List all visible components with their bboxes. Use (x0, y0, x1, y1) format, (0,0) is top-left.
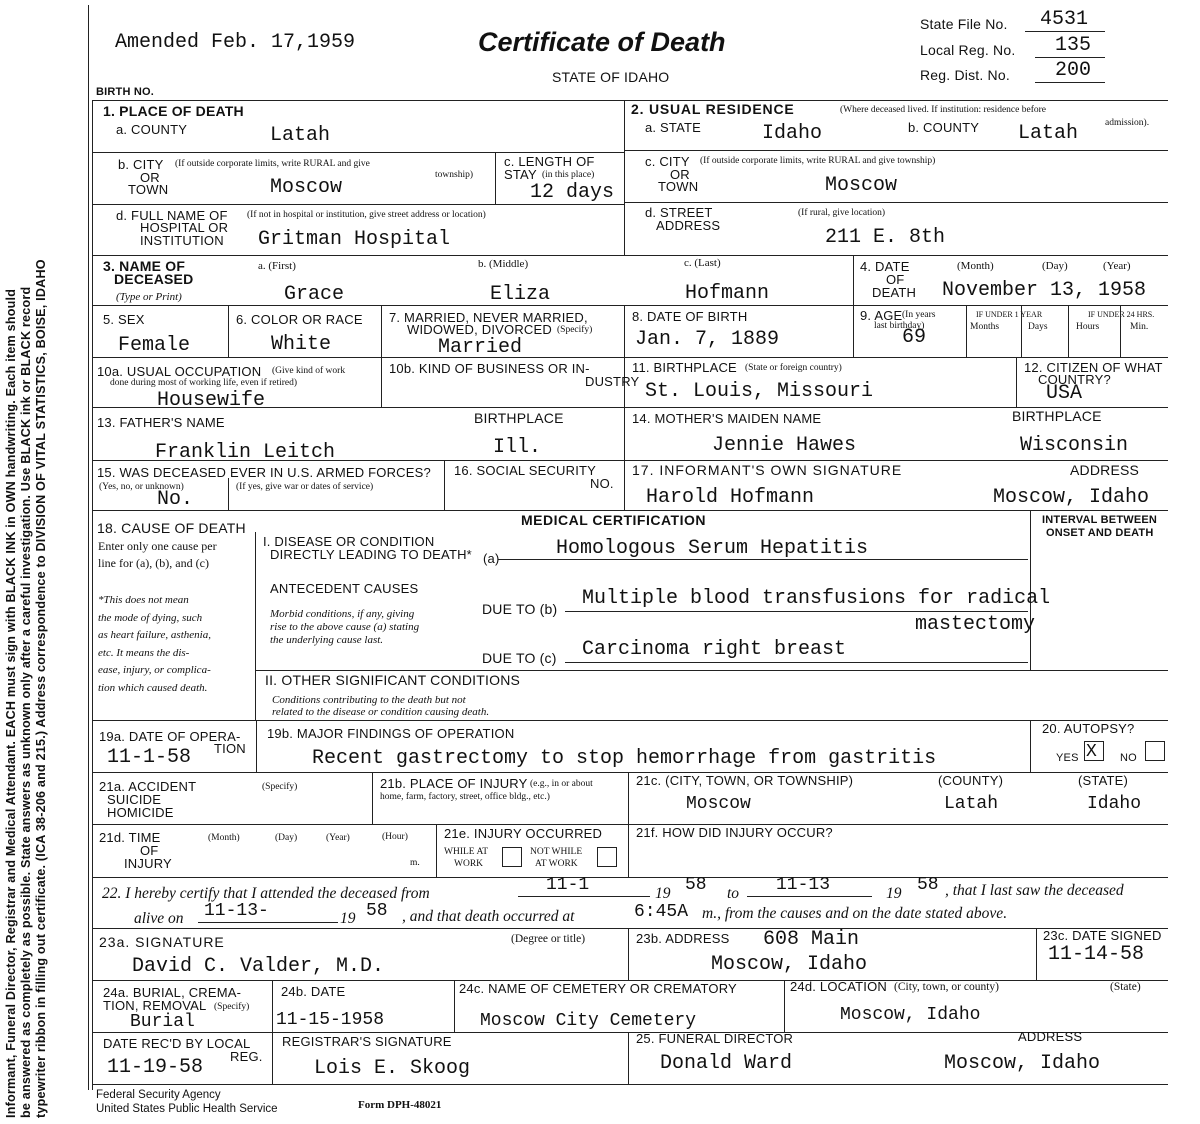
name-label2: DECEASED (114, 271, 194, 287)
injury-state-label: (STATE) (1078, 773, 1129, 788)
birth-date-label: 8. DATE OF BIRTH (632, 309, 748, 324)
pod-hospital-label3: INSTITUTION (140, 233, 224, 248)
pod-stay-label: STAY (504, 167, 537, 182)
first-name-value: Grace (284, 283, 345, 306)
antecedent-hint-line: Morbid conditions, if any, giving (270, 608, 415, 620)
certify-text1: 22. I hereby certify that I attended the deceased from (102, 885, 430, 902)
res-street-label2: ADDRESS (656, 218, 721, 233)
rule-other (255, 670, 1168, 671)
homicide-label: HOMICIDE (107, 805, 174, 820)
op-date-value: 11-1-58 (107, 746, 192, 769)
certify-yr-prefix2: 19 (886, 885, 902, 902)
pod-or-label: OR (140, 170, 160, 185)
pod-city-hint2: township) (435, 170, 473, 180)
informant-label: 17. INFORMANT'S OWN SIGNATURE (632, 462, 903, 478)
pod-hospital-label2: HOSPITAL OR (140, 220, 229, 235)
name-label: 3. NAME OF (103, 258, 186, 274)
star-note-line: ease, injury, or complica- (98, 664, 211, 676)
address-label: 23b. ADDRESS (636, 931, 730, 946)
star-note-line: as heart failure, asthenia, (98, 629, 211, 641)
rule-19 (92, 720, 1168, 721)
cemetery-label: 24c. NAME OF CEMETERY OR CREMATORY (459, 981, 737, 996)
burial-value: Burial (130, 1012, 195, 1032)
armed-hint: (Yes, no, or unknown) (99, 482, 184, 492)
certify-text4: m., from the causes and on the date stated above. (702, 905, 1008, 922)
funeral-address-label: ADDRESS (1018, 1029, 1083, 1044)
antecedent-hint (270, 608, 419, 647)
time-label: 21d. TIME (99, 830, 161, 845)
line-cause-a (498, 559, 1028, 560)
local-reg-underline (1035, 57, 1105, 58)
occurred-label: 21e. INJURY OCCURRED (444, 826, 603, 841)
footer-agency2: United States Public Health Service (96, 1103, 278, 1115)
rule-15-sub (228, 478, 229, 510)
father-label: 13. FATHER'S NAME (97, 415, 225, 430)
middle-label: b. (Middle) (478, 258, 529, 270)
sex-label: 5. SEX (103, 312, 145, 327)
rule-22 (92, 877, 1168, 878)
first-label: a. (First) (258, 260, 296, 272)
race-label: 6. COLOR OR RACE (236, 312, 363, 327)
autopsy-no-checkbox[interactable] (1145, 741, 1165, 761)
injury-city-value: Moscow (686, 794, 751, 814)
name-hint: (Type or Print) (116, 291, 182, 303)
autopsy-label: 20. AUTOPSY? (1042, 721, 1135, 736)
last-label: c. (Last) (684, 257, 721, 269)
rule-age-3 (1068, 305, 1069, 357)
rule-top (92, 100, 1168, 101)
hours-label: Hours (1076, 322, 1100, 332)
certify-from-year: 58 (685, 875, 707, 895)
rule-age-1 (966, 305, 967, 357)
burial-date-label: 24b. DATE (281, 984, 346, 999)
other-hint2: related to the disease or condition causing death. (272, 706, 490, 718)
time-m-label: m. (410, 858, 420, 868)
side-line-2: be answered as completely as possible. State answers as unknown only after a careful investigation. Use BLACK ink or BLACK record (19, 286, 33, 1118)
interval-label: INTERVAL BETWEEN (1042, 514, 1158, 526)
local-reg-value: 135 (1055, 34, 1092, 57)
under24-label: IF UNDER 24 HRS. (1088, 310, 1155, 319)
disease-label: I. DISEASE OR CONDITION (263, 534, 435, 549)
injury-state-value: Idaho (1087, 794, 1142, 814)
burial-specify: (Specify) (214, 1002, 250, 1012)
rule-23b-23c (1036, 928, 1037, 980)
date-recd-label2: REG. (230, 1049, 263, 1064)
age-hint2: last birthday) (874, 321, 925, 331)
residence-heading: 2. USUAL RESIDENCE (631, 101, 795, 117)
star-note (98, 592, 211, 697)
certify-alive-date: 11-13- (204, 901, 269, 921)
certify-to-year: 58 (917, 875, 939, 895)
date-signed-value: 11-14-58 (1048, 943, 1145, 966)
certify-from: 11-1 (546, 875, 590, 895)
cause-hint1: Enter only one cause per (98, 539, 217, 553)
rule-6-7 (381, 305, 382, 407)
rule-age-4 (1120, 305, 1121, 357)
footer-form: Form DPH-48021 (358, 1099, 442, 1111)
registrar-sig-label: REGISTRAR'S SIGNATURE (282, 1034, 452, 1049)
while-at-label: WHILE AT (444, 847, 489, 857)
state-file-label: State File No. (920, 16, 1008, 32)
side-instructions (4, 8, 49, 1118)
dod-day-label: (Day) (1042, 260, 1068, 272)
rule-1a (92, 152, 624, 153)
pod-city-hint: (If outside corporate limits, write RURAL and give (175, 159, 370, 169)
cause-hint2: line for (a), (b), and (c) (98, 556, 209, 570)
at-work-label: AT WORK (535, 859, 578, 869)
footer-agency: Federal Security Agency (96, 1089, 221, 1101)
pod-town-label: TOWN (128, 182, 169, 197)
rule-2a (624, 150, 1168, 151)
rule-24c-24d (784, 980, 785, 1032)
last-name-value: Hofmann (685, 282, 770, 305)
date-recd-value: 11-19-58 (107, 1056, 204, 1079)
state-heading: STATE OF IDAHO (552, 69, 670, 85)
findings-value: Recent gastrectomy to stop hemorrhage from gastritis (312, 747, 937, 770)
rule-15 (92, 460, 1168, 461)
line-alive-date (198, 922, 338, 923)
birthplace-label: 11. BIRTHPLACE (632, 360, 737, 375)
certify-to-label: to (727, 885, 740, 902)
marital-label: 7. MARRIED, NEVER MARRIED, (389, 310, 588, 325)
rule-1bc (495, 152, 496, 204)
certificate-title: Certificate of Death (478, 27, 726, 57)
other-label: II. OTHER SIGNIFICANT CONDITIONS (265, 672, 521, 688)
months-label: Months (970, 322, 1000, 332)
injury-city-label: 21c. (CITY, TOWN, OR TOWNSHIP) (636, 773, 854, 788)
rule-8-9 (853, 305, 854, 357)
autopsy-no-label: NO (1120, 752, 1137, 764)
age-hint: (In years (902, 310, 936, 320)
line-certify-from (518, 896, 650, 897)
star-note-line: *This does not mean (98, 594, 189, 606)
ssn-label: 16. SOCIAL SECURITY (454, 463, 597, 478)
left-frame-line-inner (92, 100, 93, 1090)
not-while-label: NOT WHILE (530, 847, 583, 857)
rule-bottom (92, 1084, 1168, 1085)
certify-alive-year: 58 (366, 901, 388, 921)
reg-dist-underline (1035, 82, 1105, 83)
occupation-label: 10a. USUAL OCCUPATION (97, 364, 262, 379)
dod-year-label: (Year) (1103, 260, 1131, 272)
rule-21d-21e (436, 824, 437, 877)
under1-label: IF UNDER 1 YEAR (976, 310, 1043, 319)
time-label2: OF (140, 843, 159, 858)
father-bp-value: Ill. (493, 436, 542, 459)
burial-label: 24a. BURIAL, CREMA- (103, 985, 242, 1000)
dod-label2: OF (886, 272, 905, 287)
birthplace-value: St. Louis, Missouri (645, 380, 874, 403)
op-date-label: 19a. DATE OF OPERA- (99, 729, 241, 744)
rule-25 (92, 1032, 1168, 1033)
due-b-label: DUE TO (b) (482, 601, 558, 617)
line-certify-to (747, 896, 872, 897)
certify-yr-prefix3: 19 (340, 910, 356, 927)
autopsy-yes-checkbox[interactable] (1084, 741, 1104, 761)
birthplace-hint: (State or foreign country) (745, 363, 842, 373)
not-at-work-checkbox[interactable] (597, 847, 617, 867)
informant-value: Harold Hofmann (646, 486, 815, 509)
place-of-death-heading: 1. PLACE OF DEATH (103, 103, 244, 119)
res-street-hint: (If rural, give location) (798, 208, 886, 218)
amended-note: Amended Feb. 17,1959 (115, 31, 356, 54)
date-signed-label: 23c. DATE SIGNED (1043, 928, 1162, 943)
signature-label: 23a. SIGNATURE (99, 934, 225, 950)
rule-19a-19b (256, 720, 257, 772)
rule-21a-21b (372, 772, 373, 824)
degree-label: (Degree or title) (511, 933, 586, 945)
cause-b2-value: mastectomy (915, 613, 1036, 636)
res-state-value: Idaho (762, 122, 823, 145)
cause-label: 18. CAUSE OF DEATH (97, 520, 246, 536)
armed-label: 15. WAS DECEASED EVER IN U.S. ARMED FORCES? (97, 465, 431, 480)
certify-time: 6:45A (634, 902, 689, 922)
left-frame-line (88, 5, 89, 1090)
business-label: 10b. KIND OF BUSINESS OR IN- (389, 361, 590, 376)
res-city-label: c. CITY (645, 154, 690, 169)
rule-21 (92, 772, 1168, 773)
star-note-line: the mode of dying, such (98, 611, 203, 624)
antecedent-label: ANTECEDENT CAUSES (270, 581, 419, 596)
cause-b-value: Multiple blood transfusions for radical (582, 587, 1051, 610)
injury-county-label: (COUNTY) (938, 773, 1004, 788)
cemetery-value: Moscow City Cemetery (480, 1011, 697, 1031)
residence-hint: (Where deceased lived. If institution: residence before (840, 105, 1047, 115)
age-value: 69 (902, 326, 927, 349)
injury-county-value: Latah (944, 794, 999, 814)
business-label2: DUSTRY (585, 374, 640, 389)
pod-hospital-hint: (If not in hospital or institution, give street address or location) (247, 210, 486, 220)
reg-dist-label: Reg. Dist. No. (920, 67, 1010, 83)
pod-city-label: b. CITY (118, 157, 164, 172)
father-value: Franklin Leitch (155, 441, 336, 464)
interval-label2: ONSET AND DEATH (1046, 527, 1154, 539)
certify-alive-label: alive on (134, 910, 184, 927)
antecedent-hint-line: rise to the above cause (a) stating (270, 621, 420, 633)
rule-date-reg (272, 1032, 273, 1084)
min-label: Min. (1130, 322, 1149, 332)
certify-text2: , that I last saw the deceased (945, 882, 1124, 899)
cause-a-label: (a) (483, 551, 500, 566)
injury-place-hint2: home, farm, factory, street, office bldg., etc.) (380, 792, 550, 802)
accident-label: 21a. ACCIDENT (99, 779, 197, 794)
due-c-label: DUE TO (c) (482, 650, 557, 666)
star-note-line: tion which caused death. (98, 681, 208, 694)
rule-cause-left (255, 532, 256, 720)
dod-label: 4. DATE (860, 259, 910, 274)
pod-stay-hint: (in this place) (542, 170, 595, 180)
res-city-hint: (If outside corporate limits, write RURAL and give township) (700, 156, 936, 166)
citizen-label: 12. CITIZEN OF WHAT (1024, 360, 1163, 375)
informant-address-value: Moscow, Idaho (993, 486, 1150, 509)
res-county-label: b. COUNTY (908, 120, 980, 135)
rule-2c (624, 202, 1168, 203)
res-street-value: 211 E. 8th (825, 226, 946, 249)
rule-24b-24c (454, 980, 455, 1032)
location-hint: (City, town, or county) (894, 981, 999, 993)
pod-county-value: Latah (270, 124, 331, 147)
days-label: Days (1028, 322, 1048, 332)
location-label: 24d. LOCATION (790, 979, 888, 994)
rule-age-2 (1021, 305, 1022, 357)
rule-18 (92, 510, 1168, 511)
state-file-underline (1025, 31, 1105, 32)
mother-value: Jennie Hawes (712, 434, 857, 457)
burial-label2: TION, REMOVAL (103, 998, 207, 1013)
location-value: Moscow, Idaho (840, 1005, 981, 1025)
accident-specify: (Specify) (262, 782, 298, 792)
mother-bp-label: BIRTHPLACE (1012, 408, 1102, 424)
disease-label2: DIRECTLY LEADING TO DEATH* (270, 547, 472, 562)
injury-place-label: 21b. PLACE OF INJURY (380, 776, 528, 791)
certify-yr-prefix: 19 (655, 885, 671, 902)
mother-bp-value: Wisconsin (1020, 434, 1129, 457)
address2-value: Moscow, Idaho (711, 953, 868, 976)
res-city-value: Moscow (825, 174, 898, 197)
time-year-label: (Year) (326, 833, 350, 843)
marital-specify: (Specify) (557, 325, 593, 335)
time-hour-label: (Hour) (382, 832, 408, 842)
findings-label: 19b. MAJOR FINDINGS OF OPERATION (267, 726, 515, 741)
funeral-label: 25. FUNERAL DIRECTOR (636, 1031, 794, 1046)
medical-heading: MEDICAL CERTIFICATION (521, 512, 706, 528)
res-town-label: TOWN (658, 179, 699, 194)
side-line-1: Informant, Funeral Director, Registrar and Medical Attendant. EACH must sign with BLACK INK in OWN handwriting. Each item should (4, 288, 18, 1118)
occupation-hint: (Give kind of work (272, 366, 346, 376)
residence-hint2: admission). (1105, 118, 1150, 128)
occupation-hint2: done during most of working life, even if retired) (110, 378, 298, 388)
work-label: WORK (454, 859, 484, 869)
rule-mid-1-2 (624, 100, 625, 255)
pod-hospital-label: d. FULL NAME OF (116, 208, 228, 223)
rule-10 (92, 357, 1168, 358)
address1-value: 608 Main (763, 928, 860, 951)
time-month-label: (Month) (208, 833, 240, 843)
injury-place-hint: (e.g., in or about (530, 779, 593, 789)
rule-19b-20 (1030, 720, 1031, 772)
signature-value: David C. Valder, M.D. (132, 955, 385, 978)
race-value: White (271, 333, 332, 356)
rule-5-6 (228, 305, 229, 357)
pod-county-label: a. COUNTY (116, 122, 188, 137)
marital-label2: WIDOWED, DIVORCED (407, 322, 552, 337)
rule-11-12 (1016, 357, 1017, 407)
line-cause-c (565, 662, 1028, 663)
res-or-label: OR (670, 167, 690, 182)
registrar-sig-value: Lois E. Skoog (314, 1057, 471, 1080)
sex-value: Female (118, 334, 191, 357)
suicide-label: SUICIDE (107, 792, 162, 807)
cause-c-value: Carcinoma right breast (582, 638, 847, 661)
citizen-label2: COUNTRY? (1038, 372, 1111, 387)
rule-5 (92, 305, 1168, 306)
rule-24a-24b (272, 980, 273, 1032)
while-at-work-checkbox[interactable] (502, 847, 522, 867)
middle-name-value: Eliza (490, 283, 551, 306)
antecedent-hint-line: the underlying cause last. (270, 634, 384, 646)
armed-hint2: (If yes, give war or dates of service) (236, 482, 374, 492)
age-label: 9. AGE (860, 308, 903, 323)
res-street-label: d. STREET (645, 205, 713, 220)
time-day-label: (Day) (275, 833, 298, 843)
time-label3: INJURY (124, 856, 172, 871)
autopsy-yes-mark: X (1086, 742, 1097, 762)
rule-21d (92, 824, 1168, 825)
local-reg-label: Local Reg. No. (920, 42, 1016, 58)
burial-date-value: 11-15-1958 (276, 1010, 385, 1030)
pod-city-value: Moscow (270, 176, 343, 199)
ssn-label2: NO. (590, 476, 614, 491)
dod-value: November 13, 1958 (942, 279, 1147, 302)
cause-a-value: Homologous Serum Hepatitis (556, 537, 869, 560)
dod-month-label: (Month) (957, 260, 994, 272)
res-county-value: Latah (1018, 122, 1079, 145)
rule-3-4 (853, 255, 854, 305)
rule-3 (92, 255, 1168, 256)
other-hint: Conditions contributing to the death but not (272, 694, 466, 706)
rule-23 (92, 928, 1168, 929)
birth-date-value: Jan. 7, 1889 (635, 328, 780, 351)
funeral-address-value: Moscow, Idaho (944, 1052, 1101, 1075)
occupation-value: Housewife (157, 389, 266, 412)
side-line-3: typewriter ribbon in filling out certificate. (ICA 38-206 and 215.) Address correspondence to DIVISION OF VITAL STATISTICS, BOISE, IDAHO (34, 259, 48, 1118)
date-recd-label: DATE REC'D BY LOCAL (103, 1036, 251, 1051)
father-bp-label: BIRTHPLACE (474, 410, 564, 426)
state-file-value: 4531 (1040, 8, 1089, 31)
pod-length-value: 12 days (530, 181, 615, 204)
rule-1b (92, 204, 624, 205)
rule-15-16 (444, 460, 445, 510)
autopsy-yes-label: YES (1056, 752, 1079, 764)
birth-no-label: BIRTH NO. (96, 86, 155, 98)
star-note-line: etc. It means the dis- (98, 646, 190, 659)
reg-dist-value: 200 (1055, 59, 1092, 82)
armed-value: No. (157, 488, 194, 511)
mother-label: 14. MOTHER'S MAIDEN NAME (632, 411, 822, 426)
marital-value: Married (438, 336, 523, 359)
informant-address-label: ADDRESS (1070, 462, 1140, 478)
funeral-value: Donald Ward (660, 1052, 793, 1075)
citizen-value: USA (1046, 382, 1083, 405)
pod-length-label: c. LENGTH OF (504, 154, 595, 169)
how-label: 21f. HOW DID INJURY OCCUR? (636, 825, 833, 840)
location-state-label: (State) (1110, 981, 1141, 993)
dod-label3: DEATH (872, 285, 917, 300)
pod-hospital-value: Gritman Hospital (258, 228, 451, 251)
rule-reg-25 (628, 1032, 629, 1084)
certify-text3: , and that death occurred at (402, 908, 575, 925)
op-date-label2: TION (214, 741, 246, 756)
rule-23a-23b (628, 928, 629, 980)
certify-to: 11-13 (776, 875, 831, 895)
rule-13 (92, 407, 1168, 408)
res-state-label: a. STATE (645, 120, 702, 135)
line-cause-b (565, 611, 1028, 612)
